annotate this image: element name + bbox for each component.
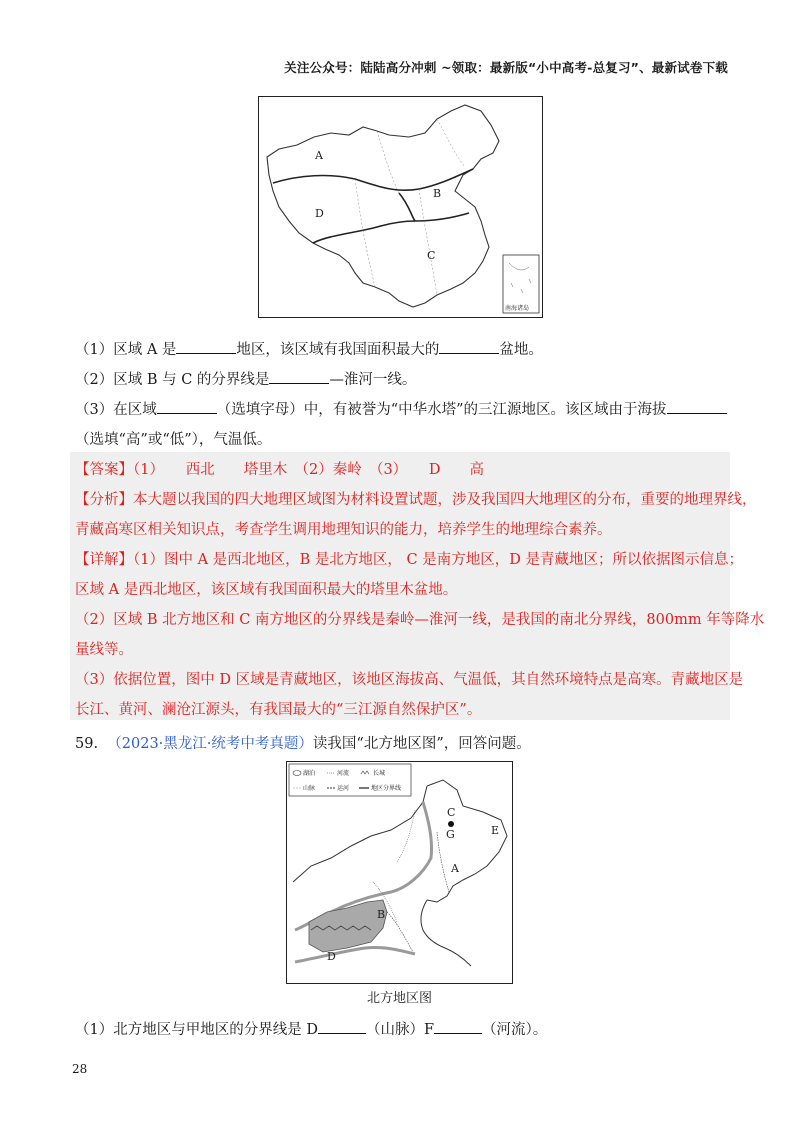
china-outline bbox=[267, 105, 499, 307]
northern-border bbox=[293, 786, 427, 882]
answer-blank[interactable] bbox=[318, 1019, 366, 1034]
northeast-outline bbox=[427, 780, 507, 902]
legend-wall: 长城 bbox=[373, 770, 386, 777]
legend-canal: 运河 bbox=[337, 785, 350, 792]
location-g-marker bbox=[448, 821, 454, 827]
q58-question-1: （1）区域 A 是 地区，该区域有我国面积最大的 盆地。 bbox=[75, 338, 543, 359]
answer-blank[interactable] bbox=[157, 399, 217, 414]
map2-label-d: D bbox=[327, 950, 336, 963]
map1-label-d: D bbox=[315, 207, 324, 220]
legend-lake: 湖泊 bbox=[303, 770, 316, 777]
answer-line: 【答案】（1） 西北 塔里木 （2）秦岭 （3） D 高 bbox=[75, 462, 485, 478]
page-number: 28 bbox=[72, 1062, 88, 1076]
map1-label-c: C bbox=[427, 249, 436, 262]
loess-plateau bbox=[309, 900, 387, 952]
boundary-a bbox=[273, 169, 473, 190]
detail-line-1: 【详解】（1）图中 A 是西北地区，B 是北方地区， C 是南方地区，D 是青藏地区；所以依据图示信息； bbox=[75, 552, 743, 568]
q59-question-1: （1）北方地区与甲地区的分界线是 D （山脉）F （河流）。 bbox=[75, 1018, 547, 1039]
legend-mountain: 山脉 bbox=[303, 785, 316, 792]
china-regions-map bbox=[258, 96, 543, 318]
inset-label: 南海诸岛 bbox=[505, 305, 530, 312]
analysis-line-2: 青藏高寒区相关知识点，考查学生调用地理知识的能力，培养学生的地理综合素养。 bbox=[75, 522, 612, 538]
coastline bbox=[421, 900, 471, 966]
answer-blank[interactable] bbox=[176, 339, 236, 354]
page-header: 关注公众号：陆陆高分冲刺 ~领取：最新版“小中高考-总复习”、最新试卷下载 bbox=[284, 60, 728, 75]
map2-label-e: E bbox=[491, 824, 500, 837]
map2-label-b: B bbox=[377, 908, 386, 921]
map2-label-a: A bbox=[451, 862, 459, 875]
detail-line-2: 区域 A 是西北地区，该区域有我国面积最大的塔里木盆地。 bbox=[75, 582, 458, 598]
legend-river: 河流 bbox=[337, 770, 350, 777]
answer-blank[interactable] bbox=[434, 1019, 482, 1034]
answer-blank[interactable] bbox=[667, 399, 727, 414]
q59-source: （2023·黑龙江·统考中考真题） bbox=[107, 736, 313, 752]
boundary-d bbox=[313, 221, 415, 243]
q58-question-2: （2）区域 B 与 C 的分界线是 —淮河一线。 bbox=[75, 368, 416, 389]
detail-line-5: （3）依据位置，图中 D 区域是青藏地区，该地区海拔高、气温低，其自然环境特点是高寒。青藏地区是 bbox=[75, 672, 744, 688]
map1-label-a: A bbox=[315, 149, 323, 162]
detail-line-4: 量线等。 bbox=[75, 642, 133, 658]
answer-blank[interactable] bbox=[439, 339, 499, 354]
analysis-line-1: 【分析】本大题以我国的四大地理区域图为材料设置试题，涉及我国四大地理区的分布，重要的地理界线， bbox=[75, 492, 757, 508]
rivers bbox=[387, 832, 449, 952]
map1-label-b: B bbox=[433, 187, 442, 200]
northern-region-map-figure bbox=[287, 762, 511, 982]
province-lines bbox=[355, 119, 465, 295]
map2-label-c: C bbox=[447, 806, 456, 819]
detail-line-6: 长江、黄河、澜沧江源头，有我国最大的“三江源自然保护区”。 bbox=[75, 702, 482, 718]
map2-caption: 北方地区图 bbox=[366, 991, 432, 1006]
legend-boundary: 地区分界线 bbox=[371, 785, 402, 792]
northern-region-map bbox=[286, 761, 513, 984]
china-regions-map-figure bbox=[259, 97, 541, 316]
detail-line-3: （2）区域 B 北方地区和 C 南方地区的分界线是秦岭—淮河一线，是我国的南北分界线，800mm 年等降水 bbox=[75, 612, 765, 628]
answer-blank[interactable] bbox=[269, 369, 329, 384]
map2-label-g: G bbox=[446, 828, 455, 841]
q58-question-3: （3）在区域 （选填字母）中，有被誉为“中华水塔”的三江源地区。该区域由于海拔 bbox=[75, 398, 727, 419]
region-boundary-south bbox=[295, 947, 415, 962]
q58-question-3-cont: （选填“高”或“低”），气温低。 bbox=[75, 432, 272, 448]
q59-heading: 59. （2023·黑龙江·统考中考真题）读我国“北方地区图”，回答问题。 bbox=[75, 736, 531, 752]
